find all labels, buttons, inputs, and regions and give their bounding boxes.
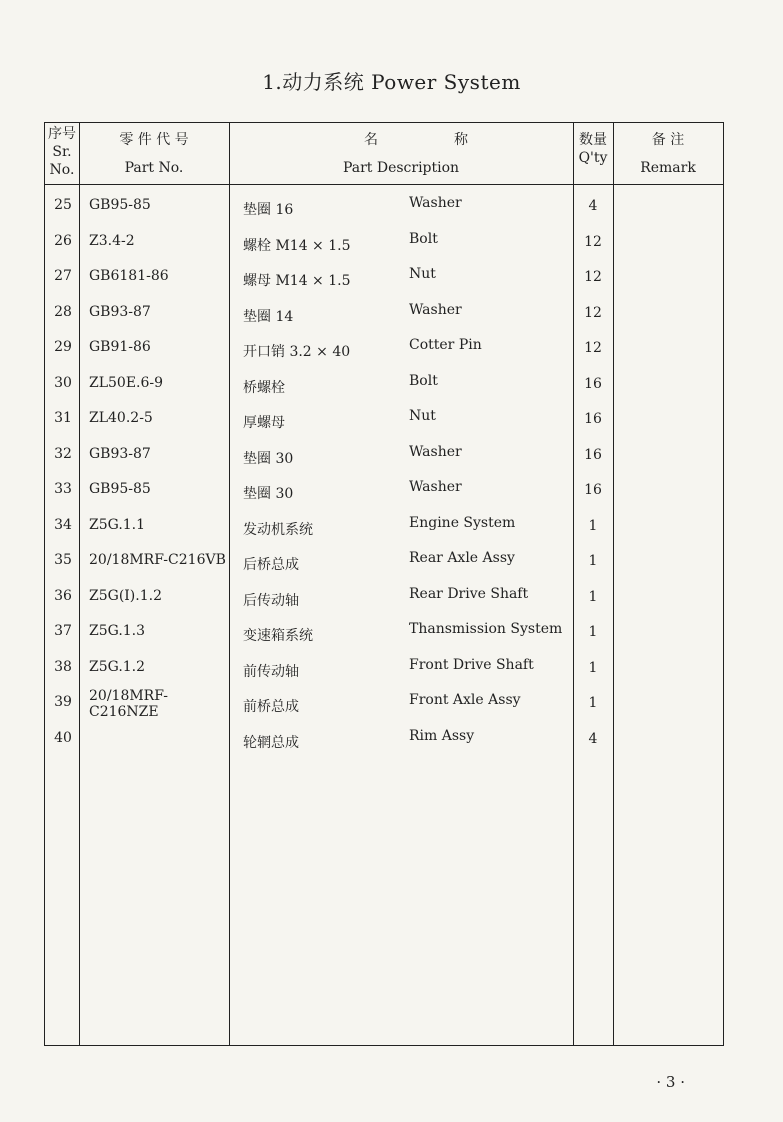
header-remark	[613, 131, 723, 177]
row-qty: 1	[588, 624, 598, 640]
row-part-no: Z5G.1.1	[89, 517, 146, 533]
row-name-cn: 垫圈 30	[243, 451, 294, 467]
row-part-no: GB91-86	[89, 339, 151, 355]
row-qty: 1	[588, 589, 598, 605]
row-name-cn: 垫圈 30	[243, 486, 294, 502]
row-part-no: GB6181-86	[89, 268, 169, 284]
row-name-en: Thansmission System	[409, 621, 563, 637]
header-sr-en-2: No.	[49, 162, 75, 178]
row-name-cn: 后传动轴	[243, 593, 299, 609]
row-part-no: 20/18MRF-C216NZE	[89, 688, 169, 720]
row-part-no: ZL40.2-5	[89, 410, 153, 426]
row-name-cn: 前桥总成	[243, 699, 299, 715]
row-name-cn: 垫圈 14	[243, 309, 294, 325]
header-description-cn-2: 称	[454, 132, 468, 148]
header-qty	[573, 131, 613, 167]
row-name-cn: 厚螺母	[243, 415, 285, 431]
header-sr-cn: 序号	[48, 126, 76, 142]
row-sr: 27	[54, 268, 72, 284]
row-name-en: Rim Assy	[409, 728, 475, 744]
row-name-en: Washer	[409, 302, 462, 318]
row-part-no: GB95-85	[89, 197, 151, 213]
row-sr: 25	[54, 197, 72, 213]
row-sr: 28	[54, 304, 72, 320]
header-qty-cn: 数量	[579, 132, 607, 148]
row-part-no: ZL50E.6-9	[89, 375, 164, 391]
row-name-en: Washer	[409, 479, 462, 495]
row-name-en: Nut	[409, 408, 436, 424]
row-sr: 34	[54, 517, 72, 533]
header-part-no-en: Part No.	[124, 160, 184, 176]
row-qty: 12	[584, 234, 602, 250]
header-part-no	[79, 131, 229, 177]
row-part-no: Z3.4-2	[89, 233, 135, 249]
row-name-en: Engine System	[409, 515, 516, 531]
row-qty: 16	[584, 376, 602, 392]
row-sr: 40	[54, 730, 72, 746]
header-description-en: Part Description	[342, 160, 460, 176]
column-divider	[573, 123, 574, 1045]
row-qty: 12	[584, 305, 602, 321]
row-qty: 1	[588, 553, 598, 569]
header-description-cn-1: 名	[364, 132, 378, 148]
row-name-en: Nut	[409, 266, 436, 282]
row-name-en: Washer	[409, 444, 462, 460]
row-qty: 1	[588, 660, 598, 676]
row-name-en: Bolt	[409, 231, 438, 247]
page-title: 1.动力系统 Power System	[262, 70, 521, 94]
row-name-en: Front Drive Shaft	[409, 657, 534, 673]
row-name-cn: 桥螺栓	[243, 380, 285, 396]
header-qty-en: Q'ty	[578, 150, 608, 166]
row-sr: 26	[54, 233, 72, 249]
row-sr: 33	[54, 481, 72, 497]
row-part-no: Z5G.1.2	[89, 659, 146, 675]
row-qty: 12	[584, 269, 602, 285]
row-sr: 35	[54, 552, 72, 568]
header-remark-en: Remark	[640, 160, 696, 176]
row-qty: 1	[588, 695, 598, 711]
column-divider	[79, 123, 80, 1045]
row-qty: 12	[584, 340, 602, 356]
row-sr: 30	[54, 375, 72, 391]
row-qty: 4	[588, 198, 598, 214]
row-name-cn: 开口销 3.2 × 40	[243, 344, 351, 360]
row-sr: 37	[54, 623, 72, 639]
row-name-en: Cotter Pin	[409, 337, 482, 353]
page-number: · 3 ·	[656, 1073, 685, 1091]
row-name-en: Rear Drive Shaft	[409, 586, 529, 602]
row-sr: 31	[54, 410, 72, 426]
row-part-no: GB95-85	[89, 481, 151, 497]
row-part-no: 20/18MRF-C216VB	[89, 552, 226, 568]
row-part-no: Z5G.1.3	[89, 623, 146, 639]
row-name-cn: 螺母 M14 × 1.5	[243, 273, 351, 289]
row-sr: 38	[54, 659, 72, 675]
parts-table	[44, 122, 724, 1046]
row-name-cn: 后桥总成	[243, 557, 299, 573]
header-description	[229, 131, 573, 177]
row-qty: 4	[588, 731, 598, 747]
row-name-cn: 螺栓 M14 × 1.5	[243, 238, 351, 254]
row-name-en: Front Axle Assy	[409, 692, 521, 708]
row-qty: 1	[588, 518, 598, 534]
row-name-cn: 前传动轴	[243, 664, 299, 680]
row-name-en: Rear Axle Assy	[409, 550, 515, 566]
header-sr	[45, 125, 79, 179]
header-remark-cn: 备 注	[651, 132, 685, 148]
row-name-cn: 变速箱系统	[243, 628, 313, 644]
row-name-en: Washer	[409, 195, 462, 211]
row-qty: 16	[584, 482, 602, 498]
row-name-cn: 发动机系统	[243, 522, 313, 538]
column-divider	[613, 123, 614, 1045]
row-sr: 39	[54, 694, 72, 710]
row-part-no: Z5G(I).1.2	[89, 588, 162, 604]
row-qty: 16	[584, 447, 602, 463]
column-divider	[229, 123, 230, 1045]
header-divider	[45, 184, 723, 185]
row-sr: 36	[54, 588, 72, 604]
row-name-cn: 轮辋总成	[243, 735, 299, 751]
row-part-no: GB93-87	[89, 446, 151, 462]
header-part-no-cn: 零 件 代 号	[119, 132, 189, 148]
row-sr: 32	[54, 446, 72, 462]
header-sr-en-1: Sr.	[52, 144, 72, 160]
row-qty: 16	[584, 411, 602, 427]
row-sr: 29	[54, 339, 72, 355]
row-part-no: GB93-87	[89, 304, 151, 320]
row-name-cn: 垫圈 16	[243, 202, 294, 218]
row-name-en: Bolt	[409, 373, 438, 389]
